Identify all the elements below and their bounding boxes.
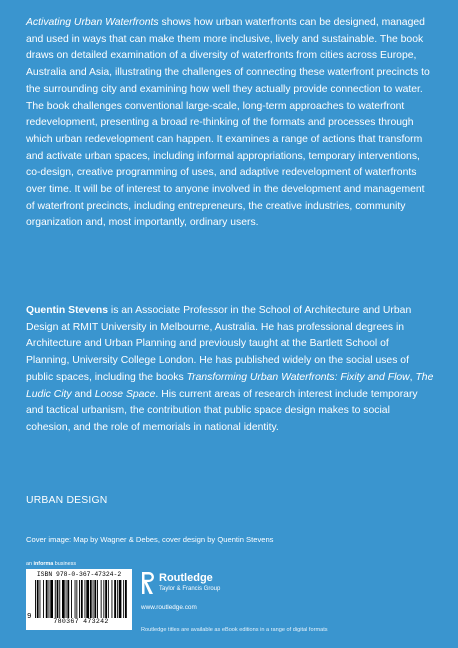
barcode-bar	[93, 580, 94, 620]
routledge-logo-icon	[141, 571, 155, 595]
informa-brand: informa	[33, 561, 54, 567]
informa-business-label	[26, 561, 76, 567]
barcode-bar	[35, 580, 36, 620]
barcode-bar	[57, 580, 59, 620]
ebook-note: Routledge titles are available as eBook editions in a range of digital formats	[141, 627, 328, 633]
informa-prefix: an	[26, 561, 34, 567]
barcode-bar	[67, 580, 69, 620]
barcode-bar	[76, 580, 77, 620]
author-name: Quentin Stevens	[26, 305, 108, 316]
barcode-bar	[66, 580, 67, 620]
barcode-bar	[125, 580, 127, 620]
description-text: shows how urban waterfronts can be designed, managed and used in ways that can make them more inclusive, lively and sustainable. The book draws on detailed examination of a diversity of waterfronts from cities across Europe, Australia and Asia, illustrating the challenges of connecting these waterfront precincts to the surrounding city and examining how well they actually provide connection to water. The book challenges conventional large-scale, long-term approaches to waterfront redevelopment, presenting a broad re-thinking of the formats and processes through which urban redevelopment can happen. It examines a range of actions that transform and activate urban spaces, including informal appropriations, temporary interventions, co-design, creative programming of uses, and adaptive redevelopment of waterfronts over time. It will be of interest to anyone involved in the development and management of waterfront precincts, including entrepreneurs, the creative industries, community organization and, most importantly, ordinary users.	[26, 17, 430, 229]
author-sep-2: and	[71, 388, 95, 400]
barcode-bar	[94, 580, 96, 620]
barcode-bars	[35, 580, 127, 620]
barcode-bar	[114, 580, 116, 620]
barcode-bar	[75, 580, 76, 620]
barcode-bar	[79, 580, 80, 620]
barcode-bar	[119, 580, 122, 620]
publisher-url: www.routledge.com	[141, 604, 197, 611]
barcode-bar	[49, 580, 50, 620]
barcode-bar	[105, 580, 107, 620]
barcode-bar	[43, 580, 44, 620]
barcode-bar	[55, 580, 56, 620]
author-bio-text-b: . His current areas of research interest include temporary and tactical urbanism, the contribution that public space design makes to social cohesion, and the role of memorials in national identity.	[26, 388, 418, 433]
barcode-bar	[62, 580, 65, 620]
isbn-label: ISBN 978-0-367-47324-2	[36, 571, 122, 578]
barcode-first-digit: 9	[27, 613, 32, 621]
informa-suffix: business	[53, 561, 77, 567]
barcode-bar	[37, 580, 39, 620]
barcode-bar	[103, 580, 104, 620]
barcode-bar	[101, 580, 102, 620]
barcode-bar	[40, 580, 41, 620]
subject-category: URBAN DESIGN	[26, 495, 108, 506]
author-bio	[26, 303, 434, 437]
barcode-digits: 780367 473242	[35, 618, 127, 625]
cover-credit: Cover image: Map by Wagner & Debes, cover design by Quentin Stevens	[26, 535, 274, 544]
barcode-bar	[46, 580, 48, 620]
barcode-bar	[97, 580, 98, 620]
author-sep-1: ,	[409, 371, 416, 383]
publisher-group: Taylor & Francis Group	[159, 586, 221, 592]
book-description	[26, 15, 434, 232]
barcode-bar	[117, 580, 118, 620]
barcode-bar	[50, 580, 53, 620]
author-bio-text-a: is an Associate Professor in the School of Architecture and Urban Design at RMIT University in Melbourne, Australia. He has professional degrees in Architecture and Urban Planning and previously taught at the Bartlett School of Planning, University College London. He has published widely on the social uses of public spaces, including the books	[26, 305, 412, 383]
barcode-bar	[108, 580, 109, 620]
barcode-bar	[71, 580, 72, 620]
barcode-bar	[123, 580, 124, 620]
barcode-bar	[86, 580, 89, 620]
barcode-bar	[112, 580, 113, 620]
author-book-2: The Ludic City	[26, 371, 434, 400]
author-book-1: Transforming Urban Waterfronts: Fixity and Flow	[186, 371, 410, 383]
barcode-bar	[90, 580, 92, 620]
barcode-bar	[59, 580, 60, 620]
barcode-bar	[81, 580, 83, 620]
book-title-italic: Activating Urban Waterfronts	[26, 17, 159, 28]
author-book-3: Loose Space	[94, 388, 156, 400]
barcode-panel	[26, 569, 132, 630]
barcode-bar	[85, 580, 86, 620]
publisher-name: Routledge	[159, 572, 213, 584]
